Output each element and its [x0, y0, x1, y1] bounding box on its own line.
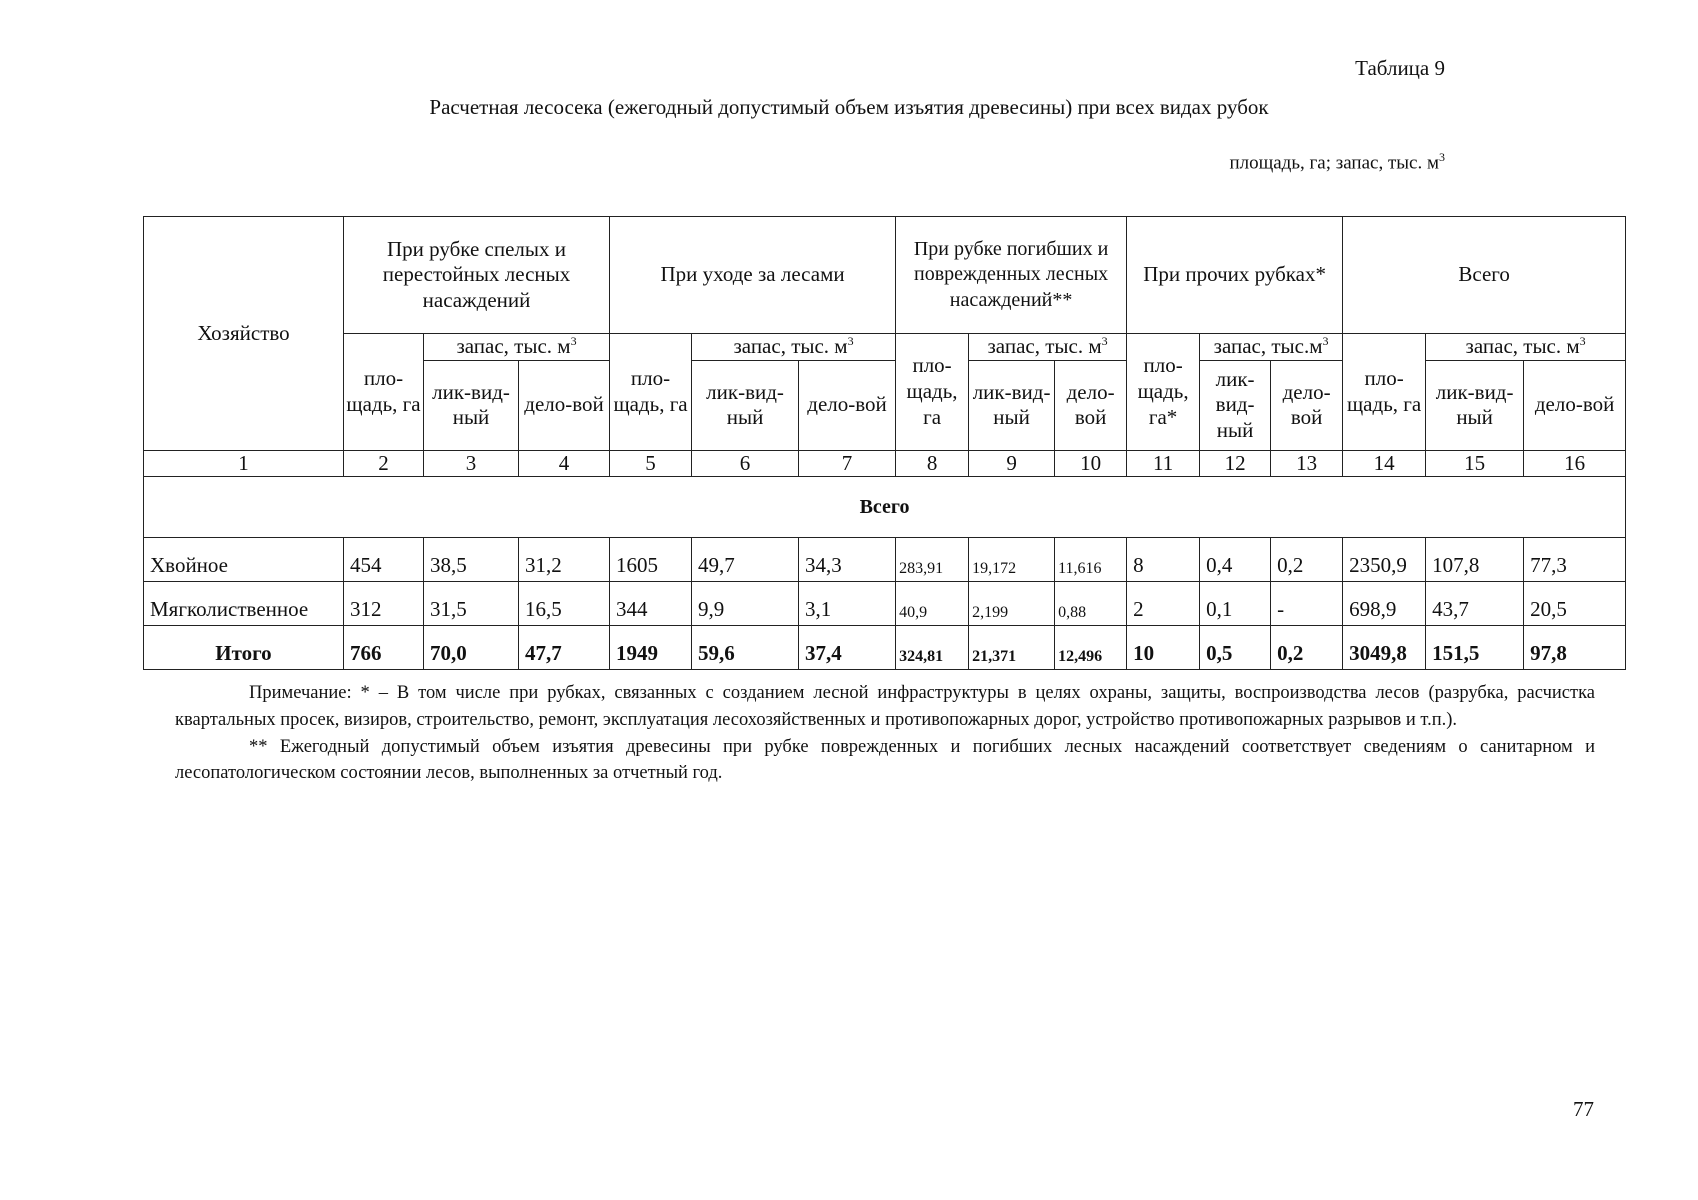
- zapas-text: запас, тыс. м: [456, 334, 571, 358]
- table-cell: 1605: [610, 538, 692, 582]
- table-label: Таблица 9: [1355, 56, 1445, 80]
- table-cell: 0,2: [1271, 538, 1343, 582]
- table-cell: 107,8: [1426, 538, 1524, 582]
- header-liquid: лик-вид-ный: [424, 360, 519, 450]
- table-cell: 31,2: [519, 538, 610, 582]
- table-cell: 20,5: [1524, 582, 1626, 626]
- table-cell: 151,5: [1426, 626, 1524, 670]
- row-name: Хвойное: [144, 538, 344, 582]
- table-cell: 47,7: [519, 626, 610, 670]
- header-group-other: При прочих рубках*: [1127, 217, 1343, 334]
- zapas-sup: 3: [570, 334, 577, 348]
- table-cell: 77,3: [1524, 538, 1626, 582]
- notes: [175, 680, 1595, 787]
- column-number: 3: [424, 450, 519, 477]
- column-number: 1: [144, 450, 344, 477]
- zapas-sup: 3: [1322, 334, 1329, 348]
- table-cell: 34,3: [799, 538, 896, 582]
- column-number: 5: [610, 450, 692, 477]
- header-area: пло-щадь, га: [610, 334, 692, 451]
- row-name: Мягколиственное: [144, 582, 344, 626]
- header-liquid: лик-вид-ный: [1426, 360, 1524, 450]
- table-cell: 3,1: [799, 582, 896, 626]
- zapas-sup: 3: [847, 334, 854, 348]
- zapas-text: запас, тыс. м: [733, 334, 848, 358]
- column-number: 10: [1055, 450, 1127, 477]
- table-cell: 2,199: [969, 582, 1055, 626]
- table-cell: 10: [1127, 626, 1200, 670]
- header-row-groups: [144, 217, 1626, 334]
- row-name: Итого: [144, 626, 344, 670]
- column-number: 15: [1426, 450, 1524, 477]
- header-row-zapas: [144, 334, 1626, 361]
- table-cell: 0,2: [1271, 626, 1343, 670]
- header-area: пло-щадь, га: [344, 334, 424, 451]
- header-area: пло-щадь, га: [896, 334, 969, 451]
- table-cell: 454: [344, 538, 424, 582]
- column-numbers-row: [144, 450, 1626, 477]
- table-cell: 12,496: [1055, 626, 1127, 670]
- table-cell: 2350,9: [1343, 538, 1426, 582]
- header-zapas: [1200, 334, 1343, 361]
- header-business: дело-вой: [1271, 360, 1343, 450]
- column-number: 12: [1200, 450, 1271, 477]
- table-cell: 70,0: [424, 626, 519, 670]
- table-cell: 344: [610, 582, 692, 626]
- table-cell: 1949: [610, 626, 692, 670]
- table-cell: 19,172: [969, 538, 1055, 582]
- document-title: Расчетная лесосека (ежегодный допустимый объем изъятия древесины) при всех видах рубок: [429, 95, 1269, 119]
- header-zapas: [692, 334, 896, 361]
- zapas-sup: 3: [1101, 334, 1108, 348]
- header-liquid: лик-вид-ный: [969, 360, 1055, 450]
- table-cell: -: [1271, 582, 1343, 626]
- page-number: 77: [1573, 1097, 1594, 1121]
- header-zapas: [969, 334, 1127, 361]
- header-area: пло-щадь, га: [1343, 334, 1426, 451]
- table-cell: 766: [344, 626, 424, 670]
- table-cell: 9,9: [692, 582, 799, 626]
- column-number: 11: [1127, 450, 1200, 477]
- units-note: [1229, 150, 1445, 174]
- table-row-total: [144, 626, 1626, 670]
- table-cell: 0,5: [1200, 626, 1271, 670]
- column-number: 9: [969, 450, 1055, 477]
- table-cell: 0,1: [1200, 582, 1271, 626]
- table-cell: 312: [344, 582, 424, 626]
- table-cell: 11,616: [1055, 538, 1127, 582]
- header-zapas: [424, 334, 610, 361]
- table-cell: 3049,8: [1343, 626, 1426, 670]
- table-cell: 698,9: [1343, 582, 1426, 626]
- zapas-text: запас, тыс.м: [1213, 334, 1323, 358]
- note-2: ** Ежегодный допустимый объем изъятия древесины при рубке поврежденных и погибших лесных насаждений соответствует сведениям о санитарном и лесопатологическом состоянии лесов, выполненных за отчетный год.: [175, 736, 1595, 784]
- header-farm: Хозяйство: [144, 217, 344, 451]
- header-liquid: лик-вид-ный: [1200, 360, 1271, 450]
- column-number: 2: [344, 450, 424, 477]
- header-group-care: При уходе за лесами: [610, 217, 896, 334]
- column-number: 8: [896, 450, 969, 477]
- header-business: дело-вой: [519, 360, 610, 450]
- column-number: 14: [1343, 450, 1426, 477]
- harvest-table: [143, 216, 1626, 670]
- table-row-conifer: [144, 538, 1626, 582]
- table-cell: 40,9: [896, 582, 969, 626]
- header-group-mature: При рубке спелых и перестойных лесных насаждений: [344, 217, 610, 334]
- header-area-star: пло-щадь, га*: [1127, 334, 1200, 451]
- table-cell: 97,8: [1524, 626, 1626, 670]
- table-cell: 37,4: [799, 626, 896, 670]
- header-liquid: лик-вид-ный: [692, 360, 799, 450]
- table-cell: 16,5: [519, 582, 610, 626]
- column-number: 6: [692, 450, 799, 477]
- units-sup: 3: [1439, 150, 1445, 164]
- table-cell: 21,371: [969, 626, 1055, 670]
- header-group-damaged: При рубке погибших и поврежденных лесных насаждений**: [896, 217, 1127, 334]
- column-number: 16: [1524, 450, 1626, 477]
- table-cell: 2: [1127, 582, 1200, 626]
- table-row-softwood: [144, 582, 1626, 626]
- table-cell: 0,88: [1055, 582, 1127, 626]
- header-zapas: [1426, 334, 1626, 361]
- column-number: 4: [519, 450, 610, 477]
- header-group-total: Всего: [1343, 217, 1626, 334]
- table-cell: 38,5: [424, 538, 519, 582]
- header-business: дело-вой: [1524, 360, 1626, 450]
- table-cell: 31,5: [424, 582, 519, 626]
- column-number: 7: [799, 450, 896, 477]
- note-1: Примечание: * – В том числе при рубках, связанных с созданием лесной инфраструктуры в целях охраны, защиты, воспроизводства лесов (разрубка, расчистка квартальных просек, визиров, строительство, ремонт, эксплуатация лесохозяйственных и противопожарных дорог, устройство противопожарных разрывов и т.п.).: [175, 683, 1595, 730]
- zapas-sup: 3: [1579, 334, 1586, 348]
- column-number: 13: [1271, 450, 1343, 477]
- section-row: [144, 477, 1626, 538]
- zapas-text: запас, тыс. м: [987, 334, 1102, 358]
- header-business: дело-вой: [1055, 360, 1127, 450]
- header-business: дело-вой: [799, 360, 896, 450]
- table-cell: 8: [1127, 538, 1200, 582]
- zapas-text: запас, тыс. м: [1465, 334, 1580, 358]
- section-title: Всего: [144, 477, 1626, 538]
- table-cell: 0,4: [1200, 538, 1271, 582]
- units-text: площадь, га; запас, тыс. м: [1229, 152, 1439, 174]
- table-cell: 59,6: [692, 626, 799, 670]
- table-cell: 283,91: [896, 538, 969, 582]
- table-cell: 43,7: [1426, 582, 1524, 626]
- table-cell: 49,7: [692, 538, 799, 582]
- table-cell: 324,81: [896, 626, 969, 670]
